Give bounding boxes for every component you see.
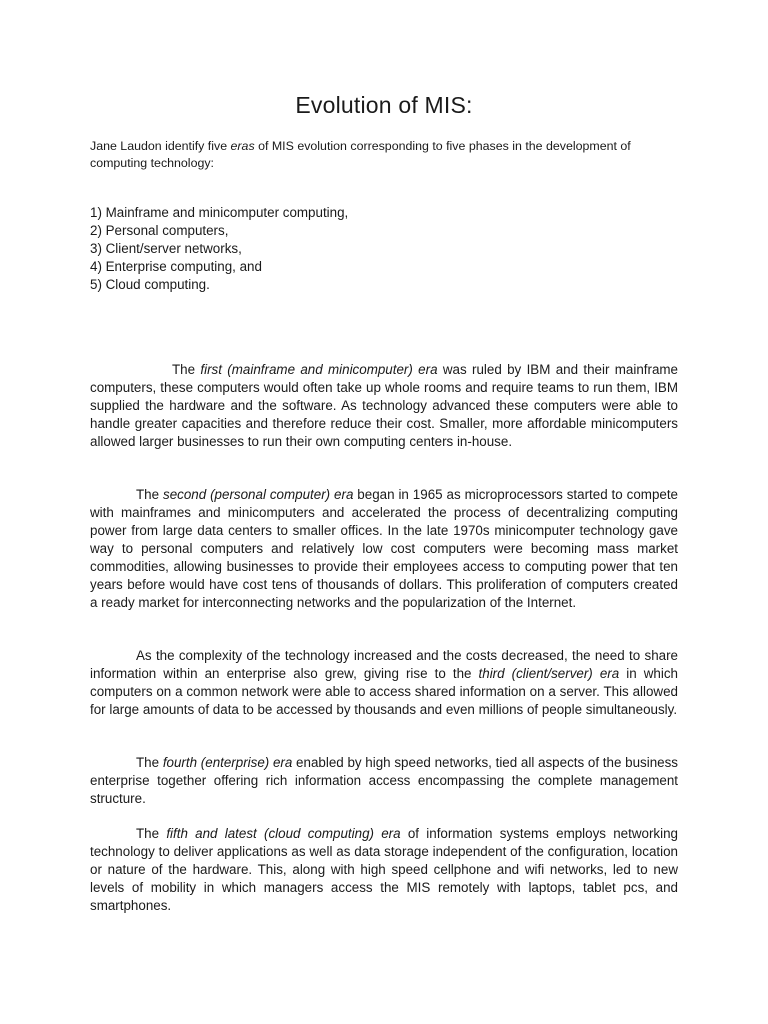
intro-emphasis: eras xyxy=(230,139,255,153)
paragraph-text: The xyxy=(136,487,163,502)
era-emphasis: first (mainframe and minicomputer) era xyxy=(200,362,438,377)
paragraph-text: enabled by high speed networks, tied all aspects of the business enterprise together offering rich information access encompassing the complete management structure. xyxy=(90,755,678,806)
paragraph-text: The xyxy=(136,826,167,841)
intro-text-start: Jane Laudon identify five xyxy=(90,139,231,153)
intro-paragraph xyxy=(90,138,678,172)
era-list-item: 5) Cloud computing. xyxy=(90,277,210,292)
intro-text-end: of MIS evolution corresponding to five phases in the development of computing technology: xyxy=(90,139,631,170)
paragraph-text: in which computers on a common network were able to access shared information on a server. This allowed for large amounts of data to be accessed by thousands and even millions of people simultaneously. xyxy=(90,666,678,717)
era-emphasis: fourth (enterprise) era xyxy=(162,755,293,770)
paragraph-text: began in 1965 as microprocessors started to compete with mainframes and minicomputers and accelerated the process of decentralizing computing power from large data centers to smaller offices. In the late 1970s minicomputer technology gave way to personal computers and relatively low cost computers were becoming mass market commodities, allowing businesses to provide their employees access to computing power that ten years before would have cost tens of thousands of dollars. This proliferation of computers created a ready market for interconnecting networks and the popularization of the Internet. xyxy=(90,487,678,610)
paragraph-text: As the complexity of the technology increased and the costs decreased, the need to share information within an enterprise also grew, giving rise to the xyxy=(90,648,678,681)
paragraph-text: The xyxy=(136,755,163,770)
era-emphasis: second (personal computer) era xyxy=(163,487,354,502)
era-emphasis: third (client/server) era xyxy=(478,666,620,681)
paragraph-text: of information systems employs networking technology to deliver applications as well as data storage independent of the configuration, location or nature of the hardware. This, along with high speed cellphone and wifi networks, led to new levels of mobility in which managers access the MIS remotely with laptops, tablet pcs, and smartphones. xyxy=(90,826,678,913)
era-list-item: 1) Mainframe and minicomputer computing, xyxy=(90,205,349,220)
era-emphasis: fifth and latest (cloud computing) era xyxy=(166,826,401,841)
paragraph-fifth-era xyxy=(90,825,678,915)
paragraph-text: was ruled by IBM and their mainframe computers, these computers would often take up whole rooms and require teams to run them, IBM supplied the hardware and the software. As technology advanced these computers were able to handle greater capacities and therefore reduce their cost. Smaller, more affordable minicomputers allowed larger businesses to run their own computing centers in-house. xyxy=(90,362,678,449)
era-list-item: 4) Enterprise computing, and xyxy=(90,259,262,274)
page-title: Evolution of MIS: xyxy=(295,92,473,118)
paragraph-second-era xyxy=(90,486,678,612)
paragraph-third-era xyxy=(90,647,678,719)
era-list-item: 2) Personal computers, xyxy=(90,223,229,238)
paragraph-first-era xyxy=(90,361,678,451)
paragraph-fourth-era xyxy=(90,754,678,808)
paragraph-text: The xyxy=(172,362,201,377)
eras-list xyxy=(90,204,678,294)
era-list-item: 3) Client/server networks, xyxy=(90,241,242,256)
